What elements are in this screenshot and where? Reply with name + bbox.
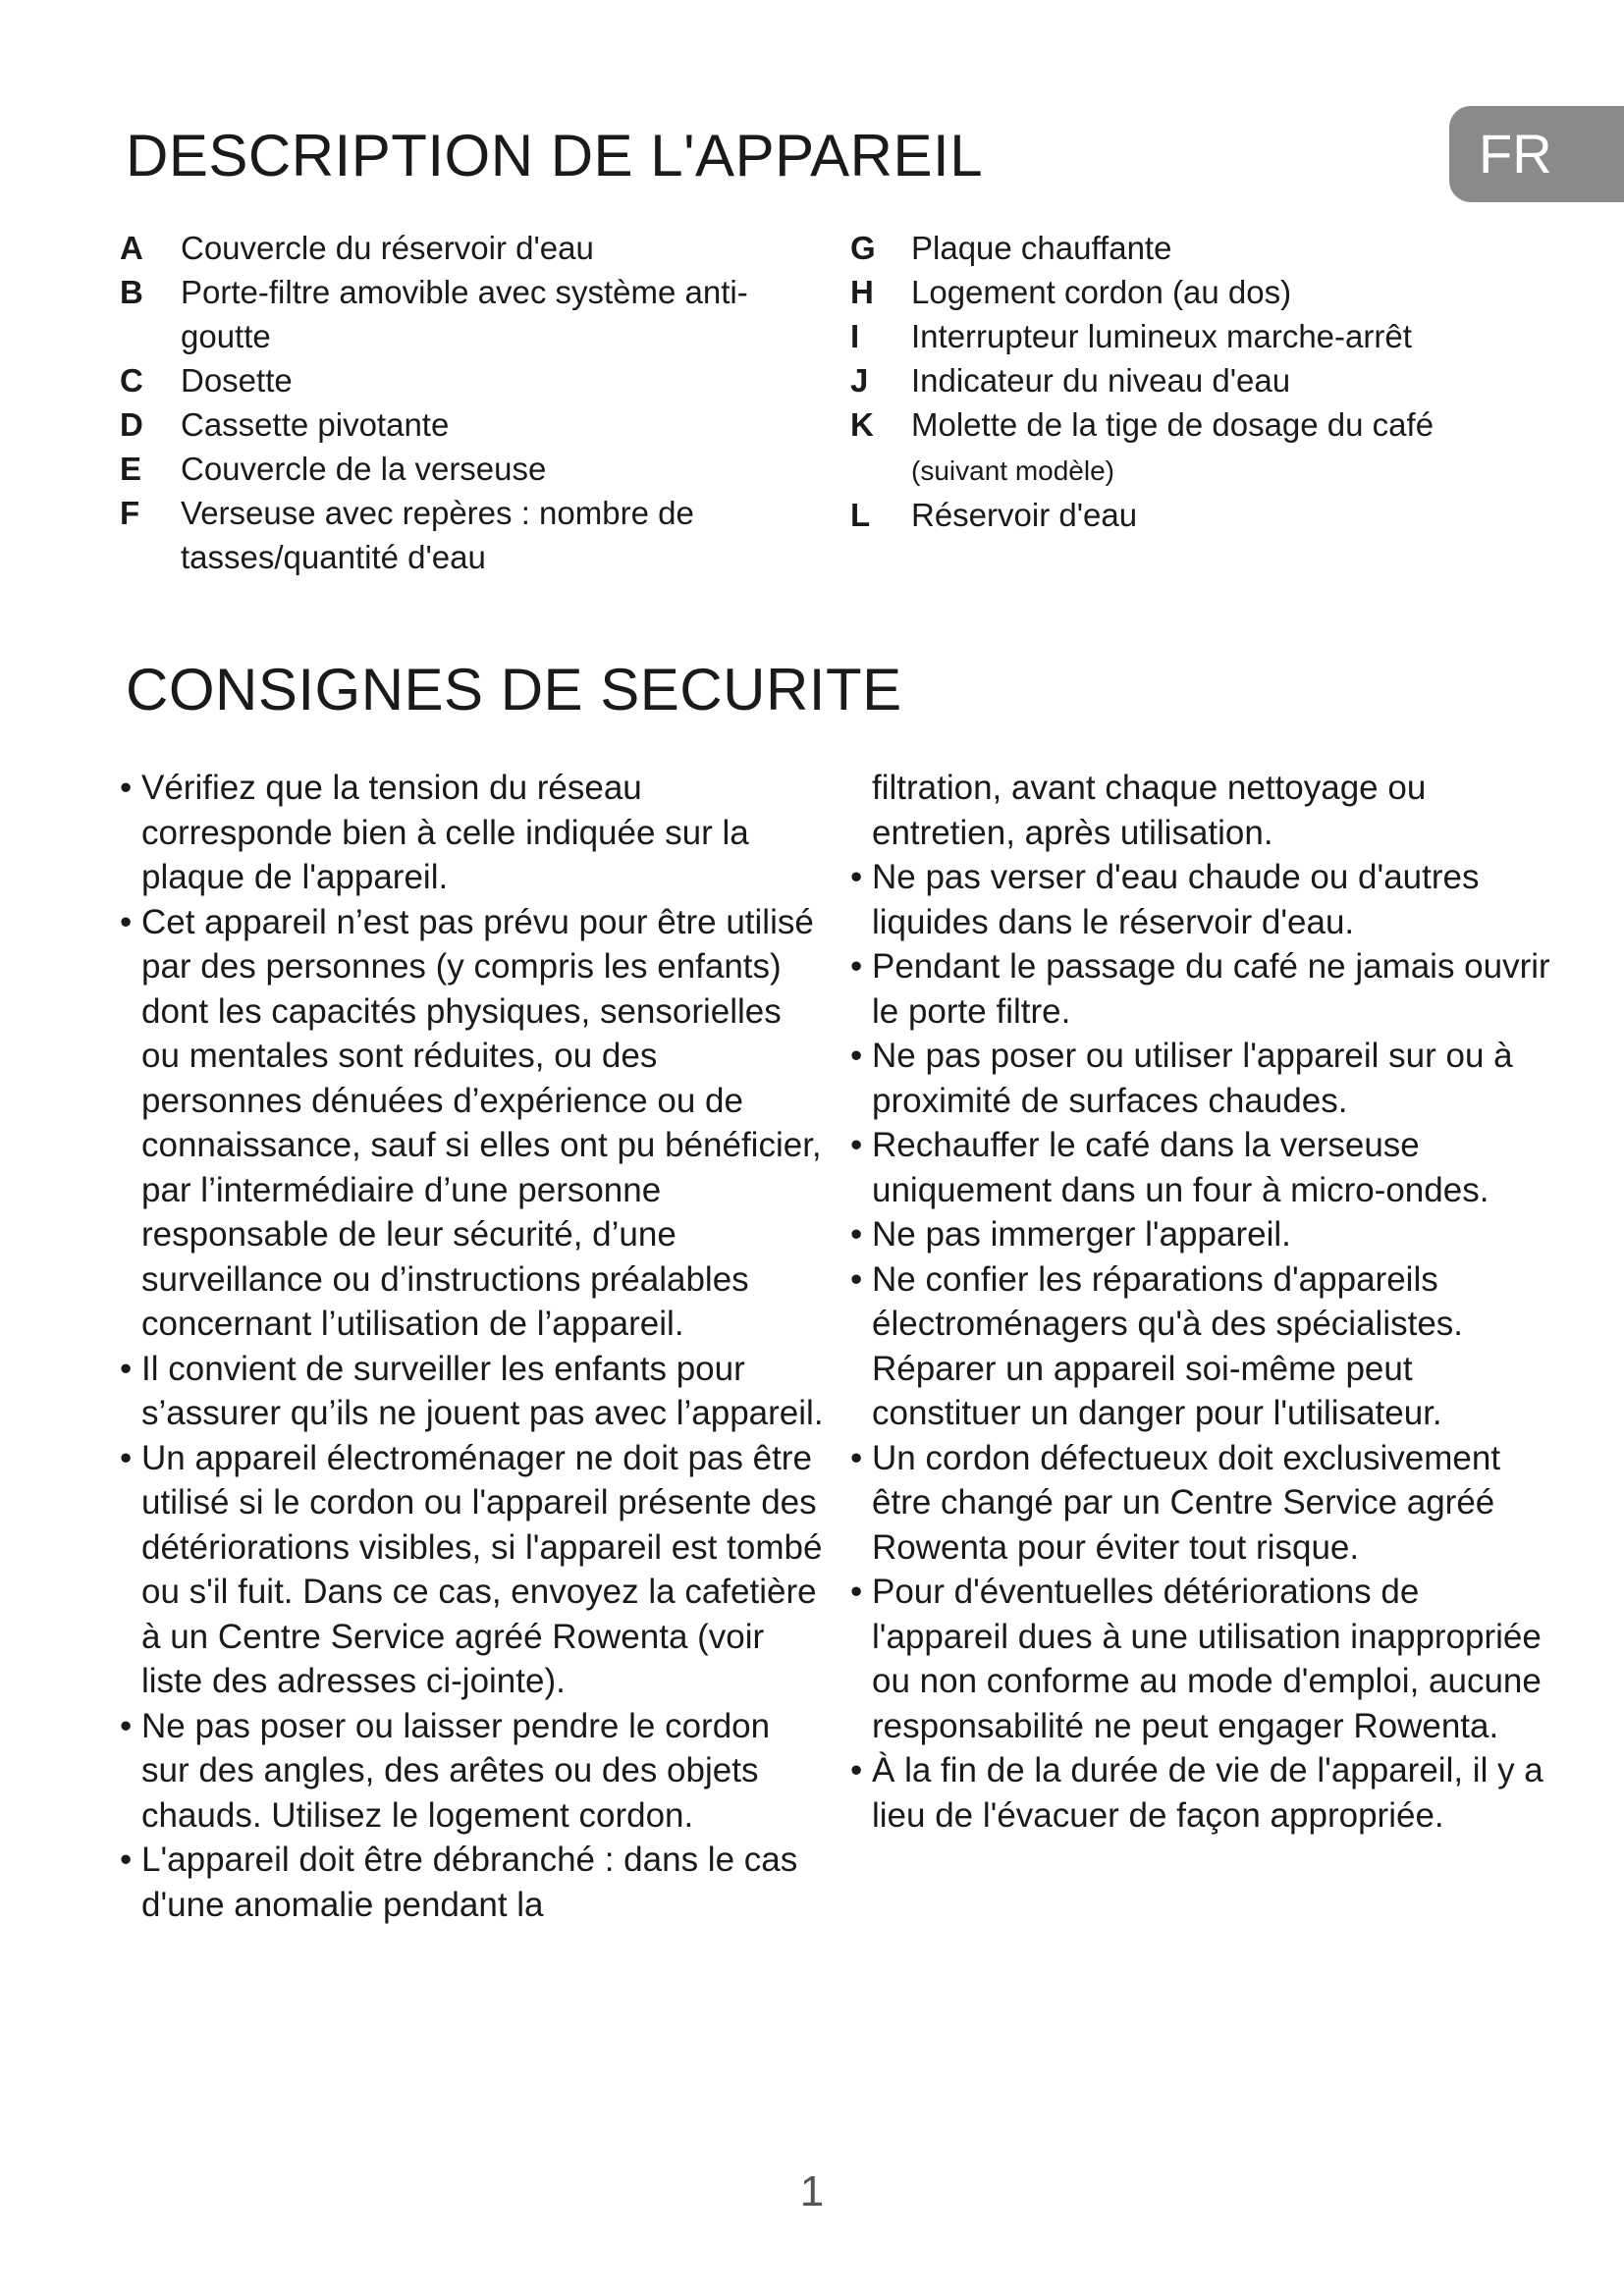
safety-item: • Un cordon défectueux doit exclusivement être changé par un Centre Service agréé Rowenta pour éviter tout risque. — [850, 1436, 1557, 1571]
part-item — [850, 270, 1557, 314]
description-title: DESCRIPTION DE L'APPAREIL — [126, 123, 984, 188]
part-letter: B — [120, 274, 143, 310]
safety-item: • Pour d'éventuelles détériorations de l'appareil dues à une utilisation inappropriée ou non conforme au mode d'emploi, aucune responsabilité ne peut engager Rowenta. — [850, 1570, 1557, 1748]
safety-item: • Ne pas poser ou laisser pendre le cordon sur des angles, des arêtes ou des objets chauds. Utilisez le logement cordon. — [120, 1704, 827, 1839]
part-item — [850, 358, 1557, 402]
part-item — [850, 493, 1557, 537]
part-item — [850, 402, 1557, 493]
safety-item-continuation: filtration, avant chaque nettoyage ou entretien, après utilisation. — [872, 769, 1427, 852]
parts-list-left — [120, 226, 787, 579]
part-note: (suivant modèle) — [911, 455, 1114, 486]
part-letter: C — [120, 362, 143, 399]
part-label: Couvercle de la verseuse — [181, 451, 547, 487]
part-letter: F — [120, 495, 140, 531]
safety-item: • Il convient de surveiller les enfants pour s’assurer qu’ils ne jouent pas avec l’appareil. — [120, 1347, 827, 1436]
part-label: Porte-filtre amovible avec système anti-goutte — [181, 274, 748, 354]
safety-item: • Ne pas poser ou utiliser l'appareil sur ou à proximité de surfaces chaudes. — [850, 1034, 1557, 1123]
part-letter: G — [850, 230, 876, 266]
part-label: Dosette — [181, 362, 293, 399]
part-label: Indicateur du niveau d'eau — [911, 362, 1291, 399]
part-item — [120, 402, 787, 447]
part-letter: E — [120, 451, 142, 487]
part-item — [850, 226, 1557, 270]
page-number: 1 — [799, 2167, 825, 2216]
language-tab: FR — [1449, 106, 1624, 202]
part-letter: A — [120, 230, 143, 266]
part-label: Verseuse avec repères : nombre de tasses/quantité d'eau — [181, 495, 694, 575]
part-item — [120, 491, 787, 579]
parts-list-right — [850, 226, 1557, 537]
safety-item: • À la fin de la durée de vie de l'appareil, il y a lieu de l'évacuer de façon appropriée. — [850, 1748, 1557, 1838]
part-label-text: Molette de la tige de dosage du café — [911, 406, 1435, 443]
part-label: Réservoir d'eau — [911, 497, 1138, 533]
safety-item: • Ne pas immerger l'appareil. — [850, 1212, 1557, 1257]
part-item — [120, 270, 787, 358]
part-label: Plaque chauffante — [911, 230, 1172, 266]
part-label — [911, 402, 1557, 493]
part-letter: H — [850, 274, 874, 310]
part-letter: I — [850, 318, 860, 354]
part-item — [120, 447, 787, 491]
part-label: Couvercle du réservoir d'eau — [181, 230, 594, 266]
part-letter: J — [850, 362, 869, 399]
safety-item: • L'appareil doit être débranché : dans le cas d'une anomalie pendant la — [120, 1838, 827, 1927]
part-item — [120, 226, 787, 270]
safety-item: • Vérifiez que la tension du réseau corresponde bien à celle indiquée sur la plaque de l'appareil. — [120, 766, 827, 900]
safety-item: • Pendant le passage du café ne jamais ouvrir le porte filtre. — [850, 944, 1557, 1034]
part-letter: K — [850, 406, 874, 443]
part-label: Interrupteur lumineux marche-arrêt — [911, 318, 1412, 354]
safety-item: • Ne confier les réparations d'appareils électroménagers qu'à des spécialistes. Réparer un appareil soi-même peut constituer un danger pour l'utilisateur. — [850, 1257, 1557, 1436]
part-label: Logement cordon (au dos) — [911, 274, 1292, 310]
safety-column-right — [850, 766, 1557, 1838]
part-item — [850, 314, 1557, 358]
part-label: Cassette pivotante — [181, 406, 450, 443]
part-item — [120, 358, 787, 402]
safety-item: • Cet appareil n’est pas prévu pour être utilisé par des personnes (y compris les enfants) dont les capacités physiques, sensorielles ou mentales sont réduites, ou des personnes dénuées d’expérience ou de connaissance, sauf si elles ont pu bénéficier, par l’intermédiaire d’une personne responsable de leur sécurité, d’une surveillance ou d’instructions préalables concernant l’utilisation de l’appareil. — [120, 900, 827, 1347]
safety-item: • Ne pas verser d'eau chaude ou d'autres liquides dans le réservoir d'eau. — [850, 855, 1557, 944]
part-letter: D — [120, 406, 143, 443]
safety-title: CONSIGNES DE SECURITE — [126, 657, 902, 722]
safety-column-left — [120, 766, 827, 1927]
part-letter: L — [850, 497, 871, 533]
safety-item: • Rechauffer le café dans la verseuse uniquement dans un four à micro-ondes. — [850, 1123, 1557, 1212]
safety-item: • Un appareil électroménager ne doit pas être utilisé si le cordon ou l'appareil présente des détériorations visibles, si l'appareil est tombé ou s'il fuit. Dans ce cas, envoyez la cafetière à un Centre Service agréé Rowenta (voir liste des adresses ci-jointe). — [120, 1436, 827, 1704]
